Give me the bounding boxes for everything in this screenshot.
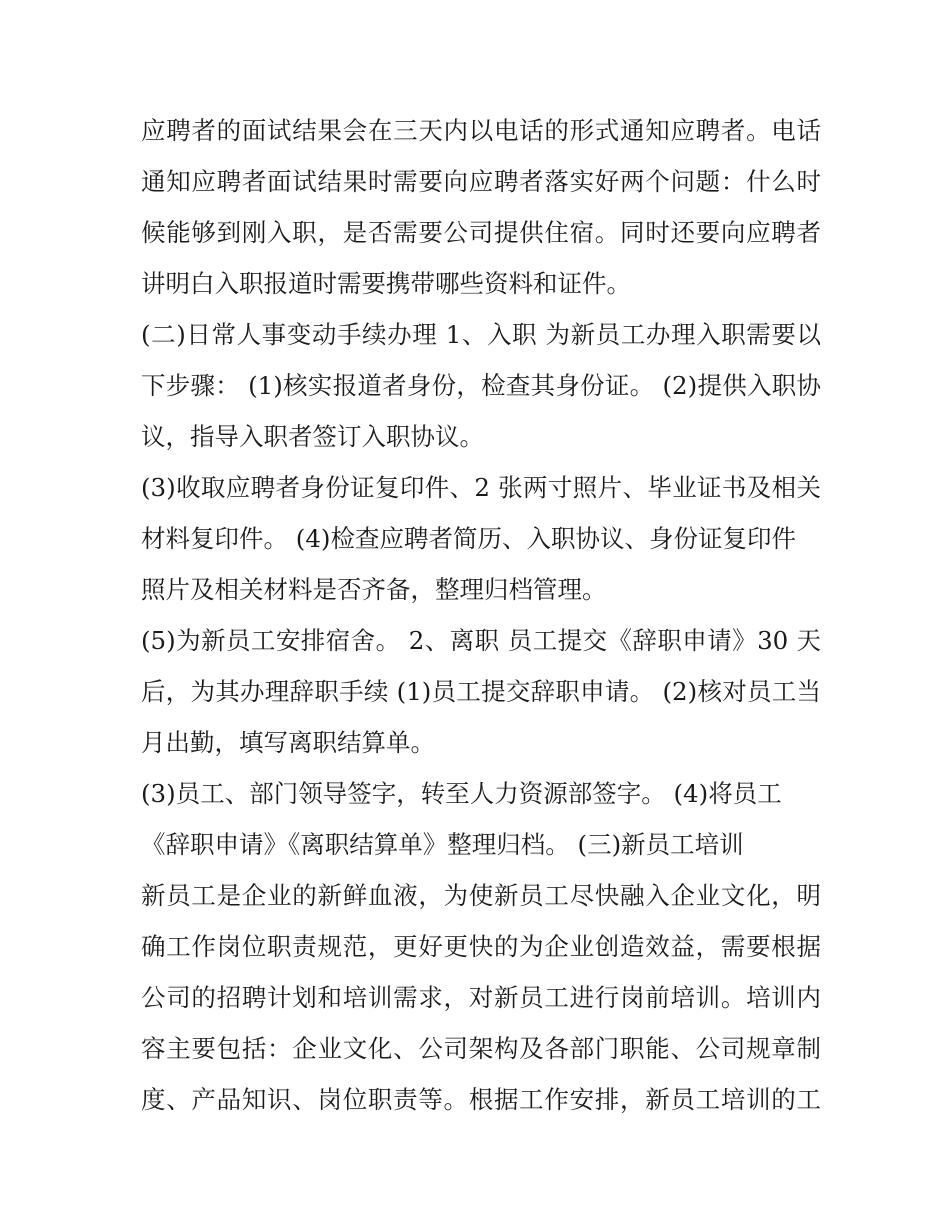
text-line: (3)收取应聘者身份证复印件、2 张两寸照片、毕业证书及相关 (141, 473, 821, 502)
text-line: 议，指导入职者签订入职协议。 (141, 422, 484, 451)
text-line: 应聘者的面试结果会在三天内以电话的形式通知应聘者。电话 (141, 116, 821, 145)
text-line: 确工作岗位职责规范，更好更快的为企业创造效益，需要根据 (141, 932, 821, 961)
text-line: 候能够到刚入职，是否需要公司提供住宿。同时还要向应聘者 (141, 218, 821, 247)
text-line: 通知应聘者面试结果时需要向应聘者落实好两个问题：什么时 (141, 167, 821, 196)
text-line: 照片及相关材料是否齐备，整理归档管理。 (141, 575, 607, 604)
text-line: 容主要包括：企业文化、公司架构及各部门职能、公司规章制 (141, 1034, 821, 1063)
text-line: 后，为其办理辞职手续 (1)员工提交辞职申请。 (2)核对员工当 (141, 677, 821, 706)
text-line: 材料复印件。 (4)检查应聘者简历、入职协议、身份证复印件 (141, 524, 796, 553)
text-line: 月出勤，填写离职结算单。 (141, 728, 435, 757)
text-line: 《辞职申请》《离职结算单》整理归档。 (三)新员工培训 (141, 830, 744, 859)
text-line: 下步骤： (1)核实报道者身份，检查其身份证。 (2)提供入职协 (141, 371, 821, 400)
text-line: (3)员工、部门领导签字，转至人力资源部签字。 (4)将员工 (141, 779, 782, 808)
text-line: 度、产品知识、岗位职责等。根据工作安排，新员工培训的工 (141, 1085, 821, 1114)
text-line: 新员工是企业的新鲜血液，为使新员工尽快融入企业文化，明 (141, 881, 821, 910)
text-line: 讲明白入职报道时需要携带哪些资料和证件。 (141, 269, 631, 298)
text-line: (二)日常人事变动手续办理 1、入职 为新员工办理入职需要以 (141, 320, 821, 349)
text-line: 公司的招聘计划和培训需求，对新员工进行岗前培训。培训内 (141, 983, 821, 1012)
document-body (141, 105, 821, 1125)
text-line: (5)为新员工安排宿舍。 2、离职 员工提交《辞职申请》30 天 (141, 626, 821, 655)
